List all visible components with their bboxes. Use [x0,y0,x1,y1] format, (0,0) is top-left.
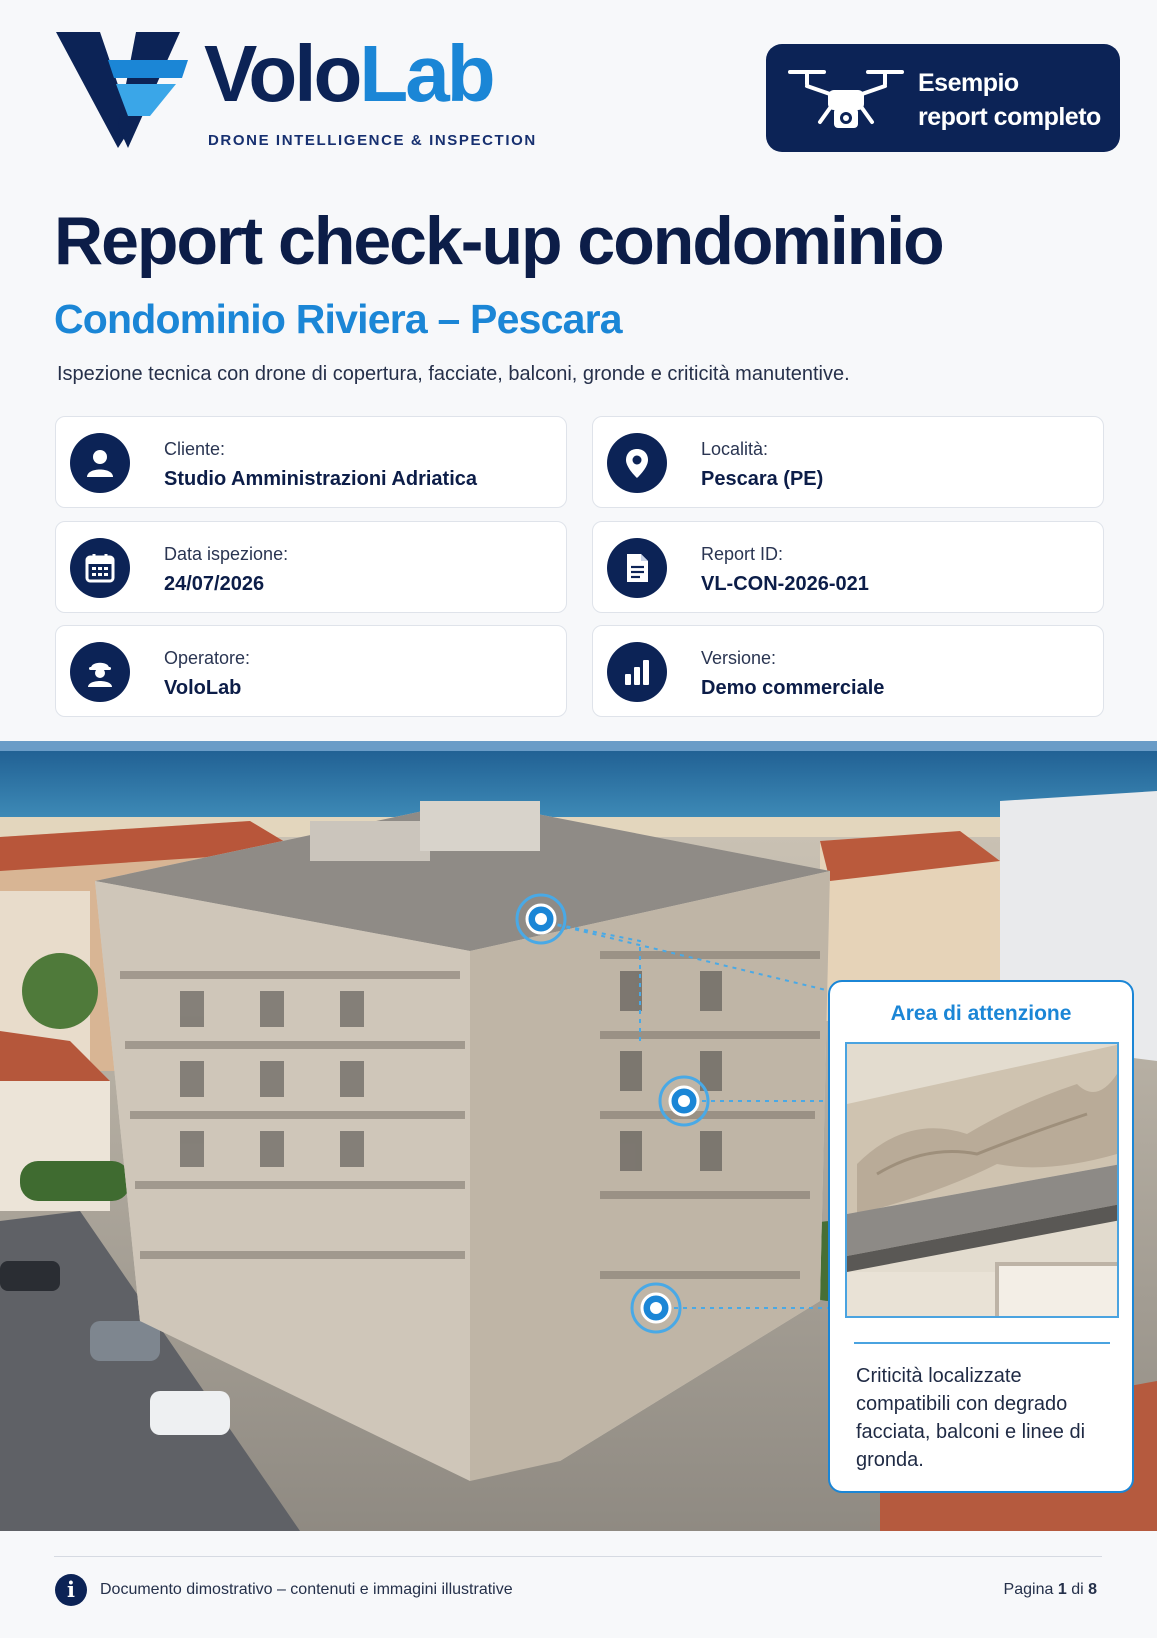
info-card-data [55,521,567,613]
info-value: VL-CON-2026-021 [701,573,869,595]
footer-divider [54,1556,1102,1557]
info-label: Report ID: [701,544,784,564]
callout-title: Area di attenzione [890,1002,1072,1025]
report-description: Ispezione tecnica con drone di copertura, facciate, balconi, gronde e criticità manutentive. [57,363,850,385]
bar-chart-icon [621,656,653,688]
info-label: Data ispezione: [164,544,289,564]
info-label: Cliente: [164,439,226,459]
page-indicator: Pagina 1 di 8 [1003,1581,1097,1598]
attention-callout [828,980,1134,1493]
example-report-badge [766,44,1120,152]
calendar-icon [84,552,116,584]
user-icon [84,447,116,479]
brand-logo [56,30,576,160]
info-label: Operatore: [164,648,251,668]
info-card-operatore [55,625,567,717]
callout-text: Criticità localizzate compatibili con degrado facciata, balconi e linee di gronda. [856,1365,1086,1471]
info-value: Pescara (PE) [701,468,824,490]
info-card-localita [592,416,1104,508]
footer-note: Documento dimostrativo – contenuti e immagini illustrative [100,1581,513,1598]
info-card-cliente [55,416,567,508]
vololab-logo-icon [56,30,188,150]
callout-divider [854,1342,1110,1344]
drone-camera-icon [786,64,906,134]
badge-text: Esempio report completo [918,69,1101,131]
info-value: 24/07/2026 [164,573,265,595]
report-title: Report check-up condominio [54,203,943,279]
report-subtitle: Condominio Riviera – Pescara [54,296,622,342]
location-pin-icon [621,447,653,479]
brand-name: VoloLab [204,29,493,118]
operator-icon [84,656,116,688]
info-label: Località: [701,439,769,459]
info-icon: i [55,1574,87,1606]
info-value: Demo commerciale [701,677,885,699]
info-card-report-id [592,521,1104,613]
info-value: Studio Amministrazioni Adriatica [164,468,477,490]
brand-tagline: DRONE INTELLIGENCE & INSPECTION [208,132,537,149]
callout-detail-image [845,1042,1119,1318]
info-card-versione [592,625,1104,717]
info-label: Versione: [701,648,777,668]
info-value: VoloLab [164,677,242,699]
document-icon [621,552,653,584]
